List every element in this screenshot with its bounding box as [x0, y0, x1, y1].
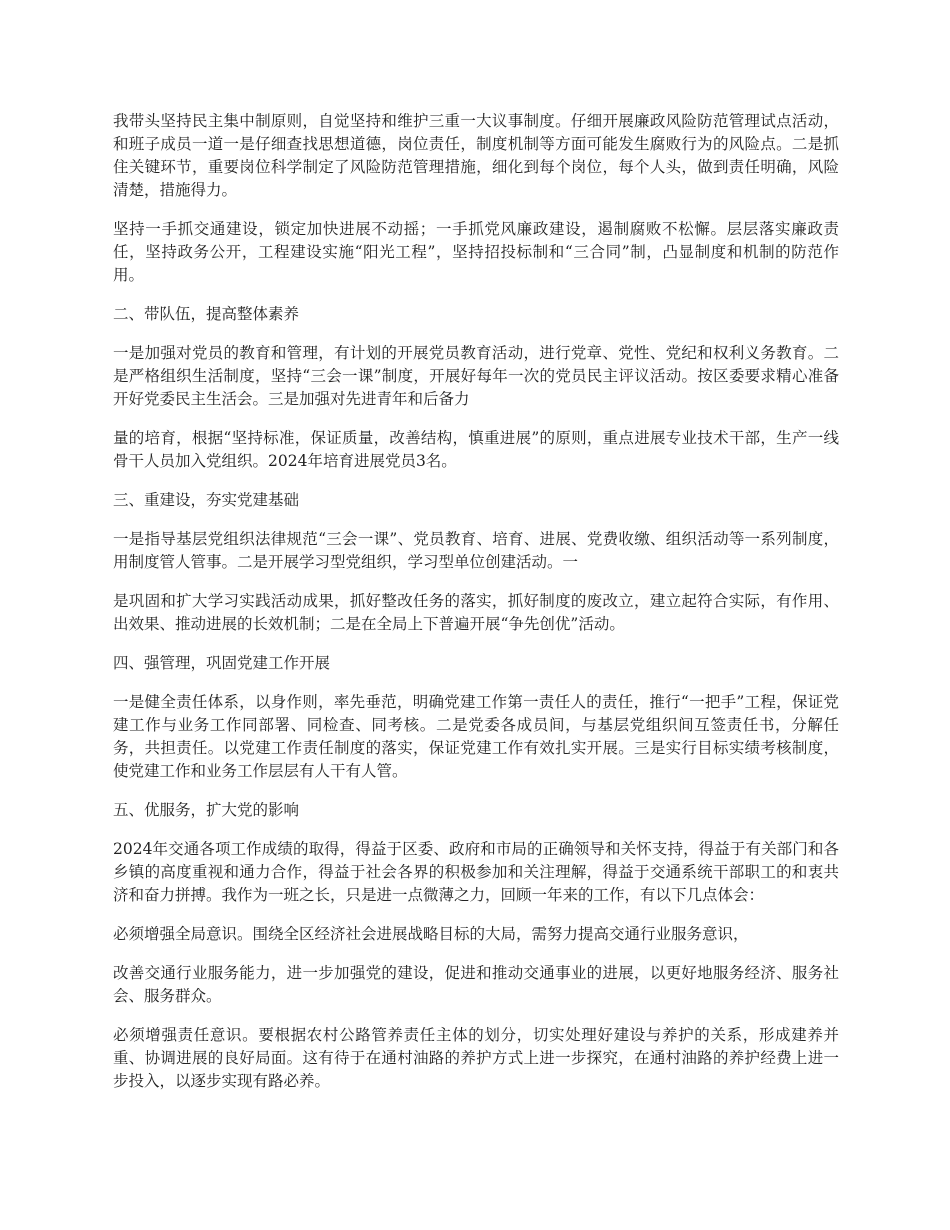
paragraph-overall-awareness: 必须增强全局意识。围绕全区经济社会进展战略目标的大局，需努力提高交通行业服务意识，	[113, 925, 749, 943]
paragraph-democratic-centralism: 我带头坚持民主集中制原则，自觉坚持和维护三重一大议事制度。仔细开展廉政风险防范管理试点活动，和班子成员一道一是仔细查找思想道德，岗位责任，制度机制等方面可能发生腐败行为的风险点。二是抓住关键环节，重要岗位科学制定了风险防范管理措施，细化到每个岗位，每个人头，做到责任明确，风险清楚，措施得力。	[113, 112, 839, 199]
paragraph-annual-achievements: 2024年交通各项工作成绩的取得，得益于区委、政府和市局的正确领导和关怀支持，得益于有关部门和各乡镇的高度重视和通力合作，得益于社会各界的积极参加和关注理解，得益于交通系统干部职工的和衷共济和奋力拼搏。我作为一班之长，只是进一点微薄之力，回顾一年来的工作，有以下几点体会：	[113, 840, 839, 904]
section-heading-management: 四、强管理，巩固党建工作开展	[113, 654, 331, 672]
paragraph-clean-government: 坚持一手抓交通建设，锁定加快进展不动摇；一手抓党风廉政建设，遏制腐败不松懈。层层落实廉政责任，坚持政务公开，工程建设实施“阳光工程”，坚持招投标制和“三合同”制，凸显制度和机制的防范作用。	[113, 220, 839, 284]
paragraph-service-capability: 改善交通行业服务能力，进一步加强党的建设，促进和推动交通事业的进展，以更好地服务经济、服务社会、服务群众。	[113, 964, 839, 1005]
section-heading-team-building: 二、带队伍，提高整体素养	[113, 305, 300, 323]
section-heading-party-foundation: 三、重建设，夯实党建基础	[113, 491, 300, 509]
paragraph-party-member-education: 一是加强对党员的教育和管理，有计划的开展党员教育活动，进行党章、党性、党纪和权利义务教育。二是严格组织生活制度，坚持“三会一课”制度，开展好每年一次的党员民主评议活动。按区委要求精心准备开好党委民主生活会。三是加强对先进青年和后备力	[113, 344, 839, 408]
paragraph-responsibility-awareness: 必须增强责任意识。要根据农村公路管养责任主体的划分，切实处理好建设与养护的关系，形成建养并重、协调进展的良好局面。这有待于在通村油路的养护方式上进一步探究，在通村油路的养护经费上进一步投入，以逐步实现有路必养。	[113, 1026, 839, 1090]
paragraph-learning-results: 是巩固和扩大学习实践活动成果，抓好整改任务的落实，抓好制度的废改立，建立起符合实际，有作用、出效果、推动进展的长效机制；二是在全局上下普遍开展“争先创优”活动。	[113, 592, 839, 633]
section-heading-service: 五、优服务，扩大党的影响	[113, 801, 300, 819]
paragraph-grassroots-guidance: 一是指导基层党组织法律规范“三会一课”、党员教育、培育、进展、党费收缴、组织活动等一系列制度，用制度管人管事。二是开展学习型党组织，学习型单位创建活动。一	[113, 530, 839, 571]
paragraph-member-cultivation: 量的培育，根据“坚持标准，保证质量，改善结构，慎重进展”的原则，重点进展专业技术干部，生产一线骨干人员加入党组织。2024年培育进展党员3名。	[113, 429, 839, 470]
document-page	[113, 110, 839, 1109]
paragraph-responsibility-system: 一是健全责任体系，以身作则，率先垂范，明确党建工作第一责任人的责任，推行“一把手”工程，保证党建工作与业务工作同部署、同检查、同考核。二是党委各成员间，与基层党组织间互签责任书，分解任务，共担责任。以党建工作责任制度的落实，保证党建工作有效扎实开展。三是实行目标实绩考核制度，使党建工作和业务工作层层有人干有人管。	[113, 693, 839, 780]
